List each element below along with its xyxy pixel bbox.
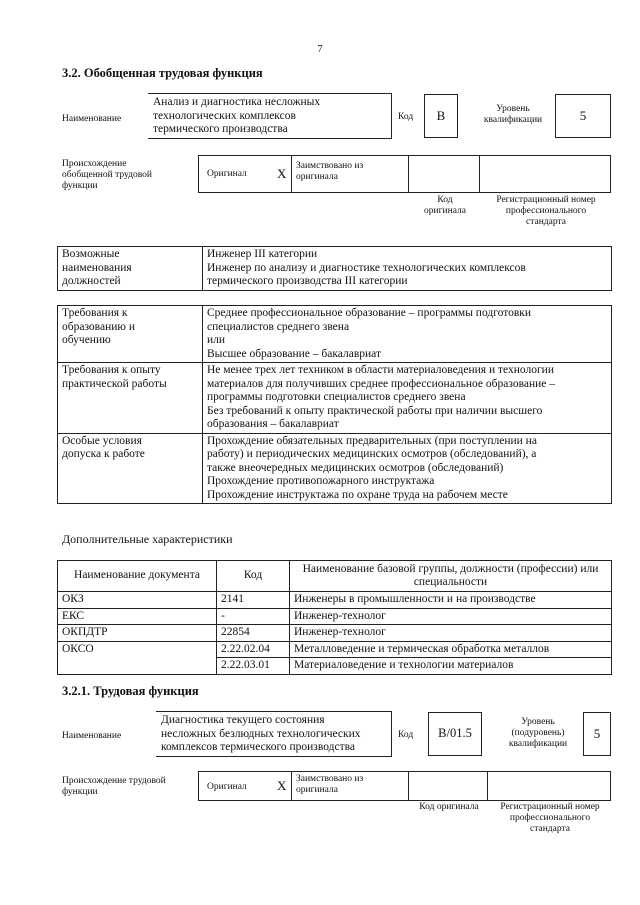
borrowed-label-line: Заимствовано из bbox=[296, 774, 364, 784]
caption-line: стандарта bbox=[526, 217, 566, 227]
table-cell: - bbox=[217, 608, 290, 625]
labor-function-name-line: комплексов термического производства bbox=[161, 741, 355, 753]
table-row bbox=[58, 658, 612, 675]
code-original-cell bbox=[408, 155, 480, 193]
original-mark: X bbox=[277, 166, 287, 181]
subsection-heading: 3.2.1. Трудовая функция bbox=[62, 684, 199, 698]
caption-line: профессионального bbox=[509, 813, 591, 823]
original-label: Оригинал bbox=[207, 169, 247, 179]
table-cell: Материаловедение и технологии материалов bbox=[290, 658, 612, 675]
value-line: специалистов среднего звена bbox=[207, 320, 350, 333]
code-value: B bbox=[424, 94, 458, 138]
caption-line: оригинала bbox=[424, 206, 466, 216]
requirement-label bbox=[58, 306, 203, 363]
requirements-table bbox=[57, 305, 612, 504]
level-label-line: Уровень bbox=[496, 104, 530, 114]
table-cell: Инженер-технолог bbox=[290, 608, 612, 625]
origin-label bbox=[62, 776, 166, 798]
original-label: Оригинал bbox=[207, 782, 247, 792]
level-label bbox=[476, 104, 550, 126]
table-row bbox=[58, 592, 612, 609]
value-line: или bbox=[207, 334, 226, 346]
table-row bbox=[58, 608, 612, 625]
table-cell: ОКСО bbox=[58, 641, 217, 658]
requirement-label bbox=[58, 433, 203, 504]
additional-heading: Дополнительные характеристики bbox=[62, 532, 233, 546]
requirement-label bbox=[58, 363, 203, 434]
origin-label-line: функции bbox=[62, 181, 98, 191]
original-cell bbox=[198, 155, 292, 193]
table-row bbox=[58, 363, 612, 434]
positions-label bbox=[58, 247, 203, 291]
value-line: также внеочередных медицинских осмотров (обследований) bbox=[207, 461, 504, 474]
level-label bbox=[496, 717, 580, 750]
table-row bbox=[58, 641, 612, 658]
level-label-line: Уровень bbox=[521, 717, 555, 727]
caption-line: Регистрационный номер bbox=[496, 195, 596, 205]
reg-number-caption bbox=[488, 802, 612, 835]
reg-number-caption bbox=[482, 195, 610, 228]
origin-label bbox=[62, 159, 152, 192]
table-row bbox=[58, 625, 612, 642]
value-line: Без требований к опыту практической работы при наличии высшего bbox=[207, 404, 543, 417]
name-label: Наименование bbox=[62, 114, 122, 124]
caption-line: Код bbox=[437, 195, 453, 205]
caption-line: стандарта bbox=[530, 824, 570, 834]
origin-label-line: обобщенной трудовой bbox=[62, 170, 152, 180]
table-row bbox=[58, 247, 612, 291]
label-line: обучению bbox=[62, 334, 111, 346]
table-row bbox=[58, 433, 612, 504]
value-line: образования – бакалавриат bbox=[207, 418, 339, 430]
level-value: 5 bbox=[583, 712, 611, 756]
code-original-cell bbox=[408, 771, 488, 801]
section-heading: 3.2. Обобщенная трудовая функция bbox=[62, 66, 263, 80]
value-line: материалов для получивших среднее профессиональное образование – bbox=[207, 377, 556, 390]
label-line: Особые условия bbox=[62, 434, 142, 447]
level-label-line: квалификации bbox=[508, 739, 568, 749]
code-value: B/01.5 bbox=[428, 712, 482, 756]
level-value: 5 bbox=[555, 94, 611, 138]
label-line: Возможные bbox=[62, 248, 120, 260]
table-row bbox=[58, 306, 612, 363]
table-cell: Инженер-технолог bbox=[290, 625, 612, 642]
label-line: допуска к работе bbox=[62, 448, 145, 460]
label-line: Требования к опыту bbox=[62, 364, 161, 376]
column-header: Наименование документа bbox=[58, 561, 217, 592]
value-line: Инженер III категории bbox=[207, 248, 318, 260]
code-label: Код bbox=[398, 112, 414, 122]
table-cell: 2.22.03.01 bbox=[217, 658, 290, 675]
code-original-caption: Код оригинала bbox=[419, 802, 479, 812]
borrowed-cell bbox=[291, 771, 409, 801]
function-name-line: Анализ и диагностика несложных bbox=[153, 96, 321, 108]
value-line: Прохождение инструктажа по охране труда на рабочем месте bbox=[207, 488, 508, 501]
column-header: Наименование базовой группы, должности (профессии) или специальности bbox=[290, 561, 612, 592]
value-line: Среднее профессиональное образование – программы подготовки bbox=[207, 307, 532, 319]
function-name-line: термического производства bbox=[153, 123, 288, 135]
table-cell: ОКПДТР bbox=[58, 625, 217, 642]
label-line: должностей bbox=[62, 275, 121, 287]
label-line: Требования к bbox=[62, 307, 128, 319]
positions-table bbox=[57, 246, 612, 291]
table-cell bbox=[58, 658, 217, 675]
reg-number-cell bbox=[487, 771, 611, 801]
level-label-line: (подуровень) bbox=[511, 728, 565, 738]
labor-function-name-box bbox=[156, 711, 392, 757]
borrowed-label-line: Заимствовано из bbox=[296, 161, 364, 171]
table-cell: ЕКС bbox=[58, 608, 217, 625]
borrowed-label-line: оригинала bbox=[296, 785, 338, 795]
code-label: Код bbox=[398, 730, 414, 740]
table-cell: ОКЗ bbox=[58, 592, 217, 609]
code-original-caption bbox=[410, 195, 480, 217]
function-name-box bbox=[148, 93, 392, 139]
labor-function-name-line: Диагностика текущего состояния bbox=[161, 714, 325, 726]
value-line: Высшее образование – бакалавриат bbox=[207, 347, 381, 360]
caption-line: Регистрационный номер bbox=[500, 802, 600, 812]
table-cell: 2.22.02.04 bbox=[217, 641, 290, 658]
column-header: Код bbox=[217, 561, 290, 592]
label-line: наименования bbox=[62, 261, 132, 274]
positions-values bbox=[203, 247, 612, 291]
requirement-values bbox=[203, 433, 612, 504]
original-mark: X bbox=[277, 778, 287, 793]
reg-number-cell bbox=[479, 155, 611, 193]
origin-label-line: Происхождение bbox=[62, 159, 127, 169]
value-line: термического производства III категории bbox=[207, 275, 408, 287]
requirement-values bbox=[203, 363, 612, 434]
name-label: Наименование bbox=[62, 731, 122, 741]
function-name-line: технологических комплексов bbox=[153, 109, 296, 122]
borrowed-label-line: оригинала bbox=[296, 172, 338, 182]
table-cell: Металловедение и термическая обработка металлов bbox=[290, 641, 612, 658]
origin-label-line: функции bbox=[62, 787, 98, 797]
value-line: Инженер по анализу и диагностике технологических комплексов bbox=[207, 261, 526, 274]
table-cell: 2141 bbox=[217, 592, 290, 609]
table-cell: 22854 bbox=[217, 625, 290, 642]
value-line: Прохождение обязательных предварительных (при поступлении на bbox=[207, 434, 537, 447]
value-line: программы подготовки специалистов среднего звена bbox=[207, 391, 466, 403]
level-label-line: квалификации bbox=[483, 115, 543, 125]
requirement-values bbox=[203, 306, 612, 363]
origin-label-line: Происхождение трудовой bbox=[62, 776, 166, 786]
original-cell bbox=[198, 771, 292, 801]
value-line: Не менее трех лет техником в области материаловедения и технологии bbox=[207, 364, 554, 376]
label-line: практической работы bbox=[62, 377, 167, 390]
caption-line: профессионального bbox=[505, 206, 587, 216]
page-number: 7 bbox=[317, 43, 323, 55]
table-header-row bbox=[58, 561, 612, 592]
additional-table bbox=[57, 560, 612, 675]
label-line: образованию и bbox=[62, 320, 135, 333]
table-cell: Инженеры в промышленности и на производстве bbox=[290, 592, 612, 609]
value-line: работу) и периодических медицинских осмотров (обследований), а bbox=[207, 448, 537, 460]
borrowed-cell bbox=[291, 155, 409, 193]
value-line: Прохождение противопожарного инструктажа bbox=[207, 475, 435, 487]
labor-function-name-line: несложных безлюдных технологических bbox=[161, 727, 361, 740]
